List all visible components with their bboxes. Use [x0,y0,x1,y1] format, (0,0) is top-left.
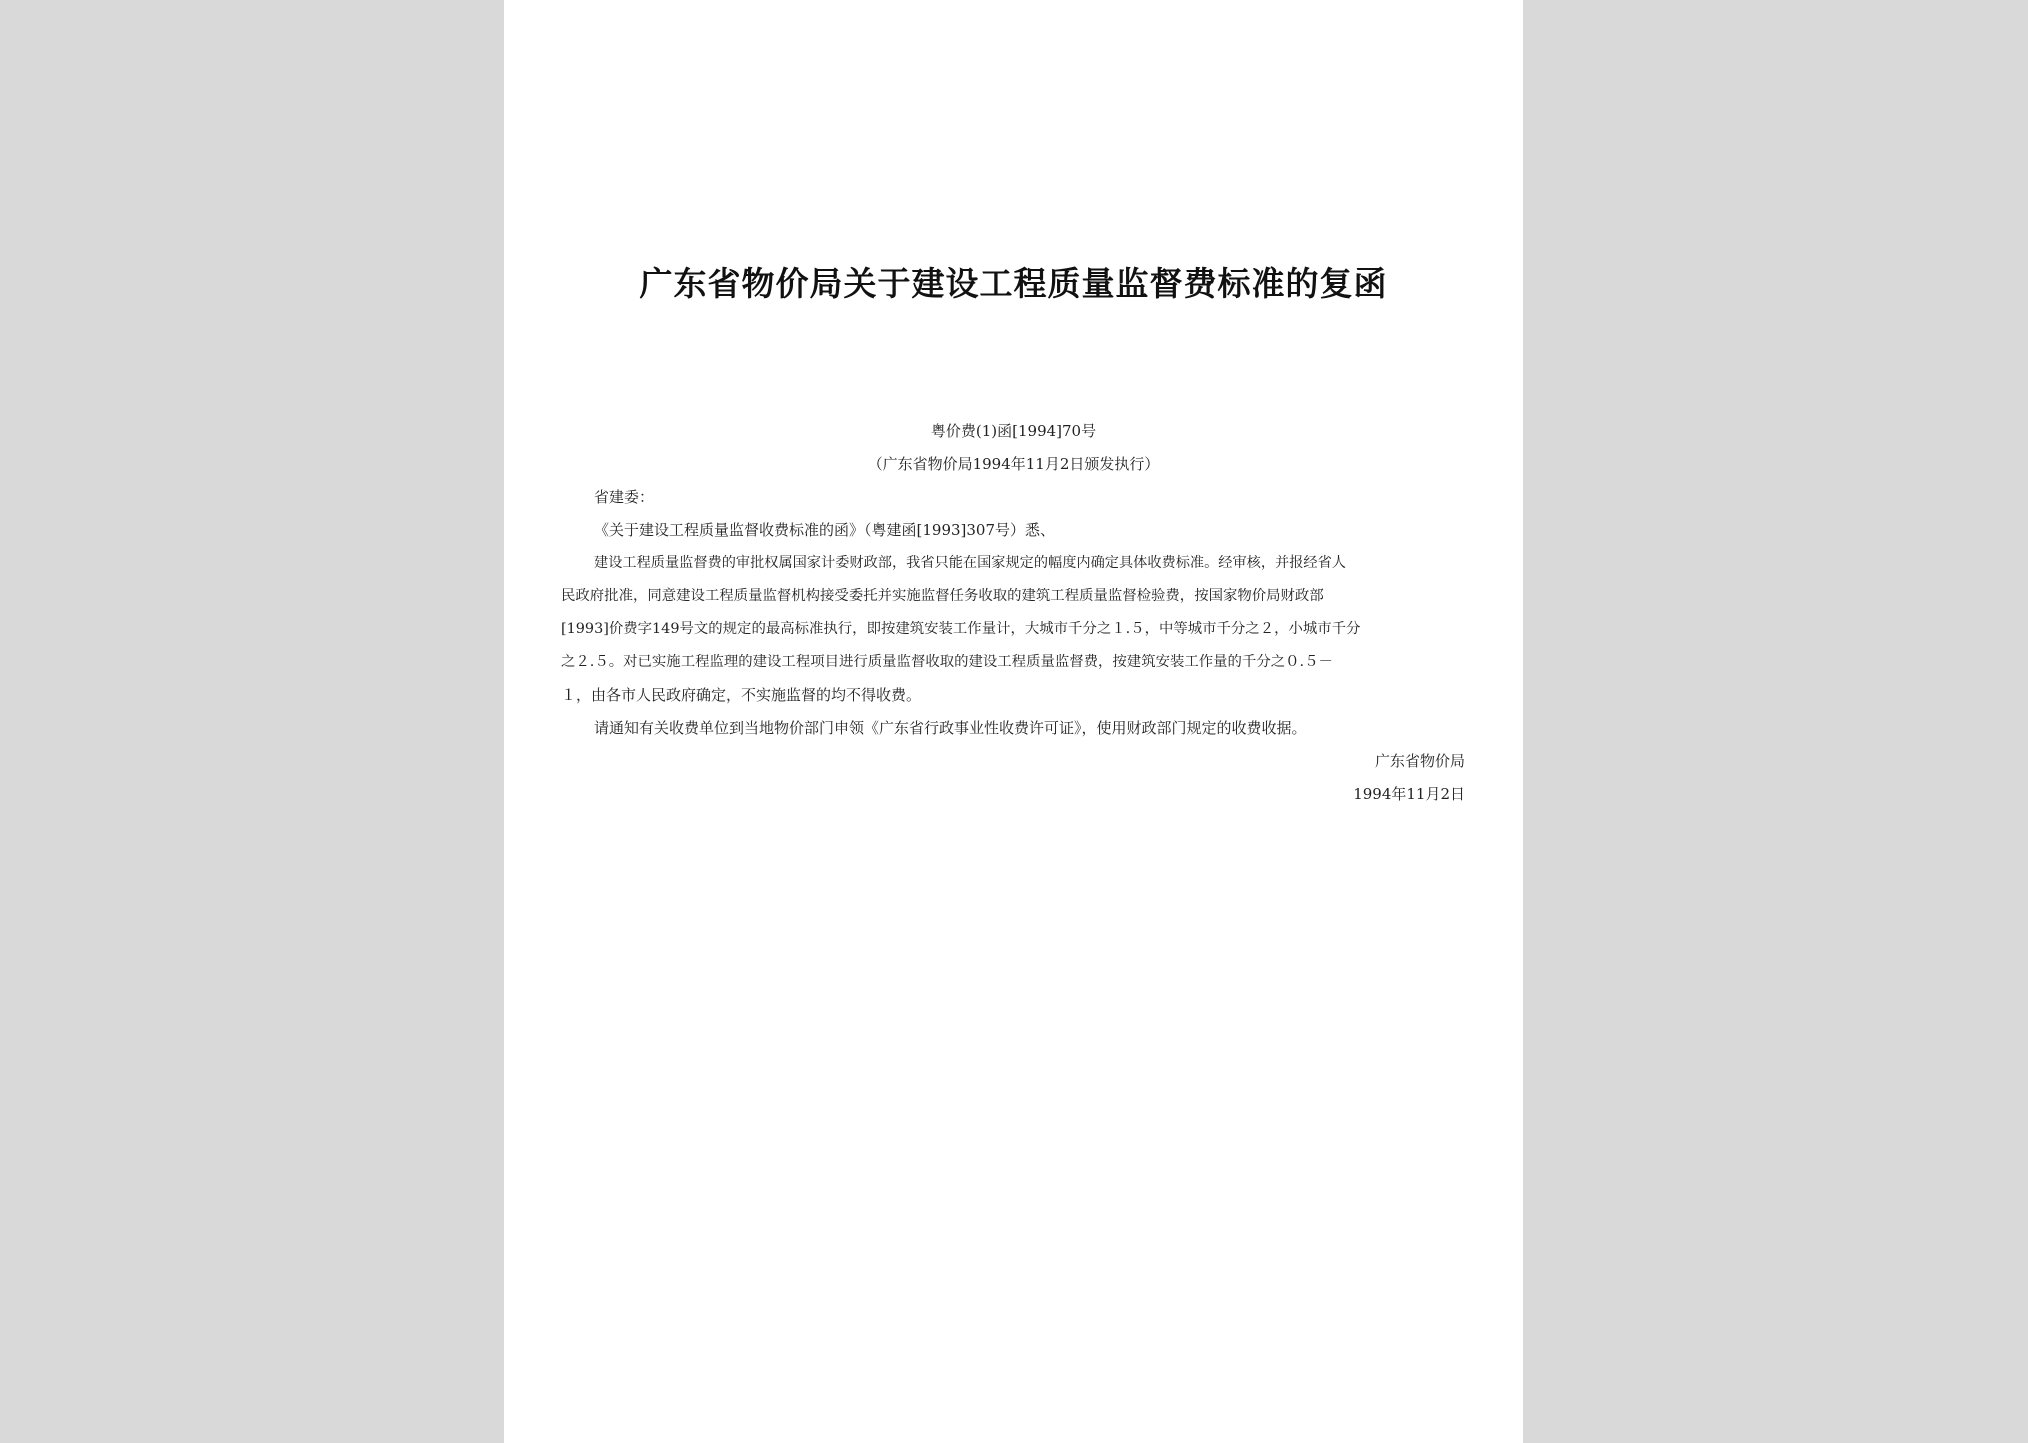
paragraph-notice: 请通知有关收费单位到当地物价部门申领《广东省行政事业性收费许可证》，使用财政部门规定的收费收据。 [594,719,1307,737]
signature-organization: 广东省物价局 [1374,752,1465,770]
issue-note: （广东省物价局1994年11月2日颁发执行） [867,455,1160,473]
paragraph-body-line: 民政府批准，同意建设工程质量监督机构接受委托并实施监督任务收取的建筑工程质量监督检验费，按国家物价局财政部 [561,588,1324,604]
signature-date: 1994年11月2日 [1353,785,1465,803]
paragraph-body-line: [1993]价费字149号文的规定的最高标准执行，即按建筑安装工作量计，大城市千分之１.５，中等城市千分之２，小城市千分 [561,621,1361,637]
paragraph-reference: 《关于建设工程质量监督收费标准的函》（粤建函[1993]307号）悉、 [594,521,1056,539]
paragraph-body-line: 之２.５。对已实施工程监理的建设工程项目进行质量监督收取的建设工程质量监督费，按建筑安装工作量的千分之０.５－ [561,654,1333,670]
paragraph-body-line: １，由各市人民政府确定，不实施监督的均不得收费。 [561,686,922,704]
document-page [504,0,1523,1443]
salutation: 省建委： [594,488,655,506]
document-number: 粤价费(1)函[1994]70号 [930,422,1097,440]
document-title: 广东省物价局关于建设工程质量监督费标准的复函 [639,264,1388,303]
paragraph-body-line: 建设工程质量监督费的审批权属国家计委财政部，我省只能在国家规定的幅度内确定具体收费标准。经审核，并报经省人 [594,555,1346,571]
